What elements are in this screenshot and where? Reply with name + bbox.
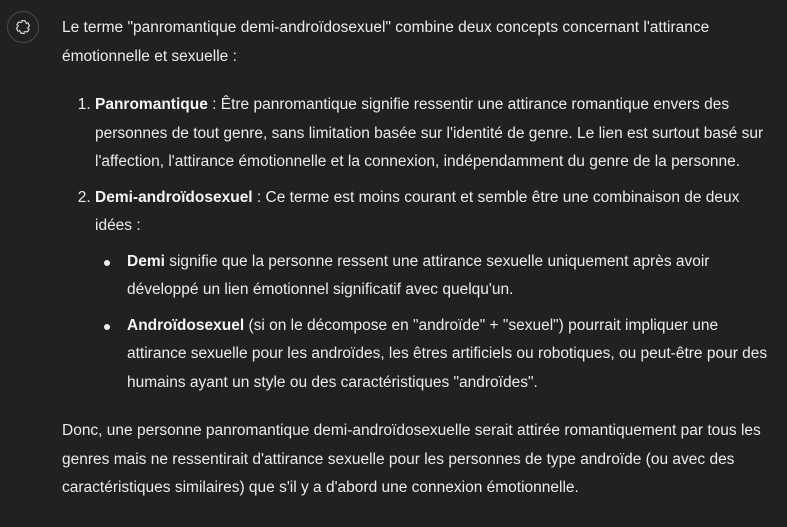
term-label: Demi [127, 252, 165, 270]
term-label: Androïdosexuel [127, 316, 245, 334]
message-conclusion: Donc, une personne panromantique demi-androïdosexuelle serait attirée romantiquement par tous les genres mais ne ressentirait d'attirance sexuelle pour les personnes de type androïde (ou avec des caractéristiques similaires) que s'il y a d'abord une connexion émotionnelle. [62, 422, 761, 496]
term-definition: signifie que la personne ressent une attirance sexuelle uniquement après avoir développé un lien émotionnel significatif avec quelqu'un. [127, 252, 710, 298]
term-label: Demi-androïdosexuel [95, 188, 253, 206]
term-definition: (si on le décompose en "androïde" + "sexuel") pourrait impliquer une attirance sexuelle pour les androïdes, les êtres artificiels ou robotiques, ou peut-être pour des humains ayant un style ou des caractéristiques "androïdes". [127, 316, 768, 391]
message-intro: Le terme "panromantique demi-androïdosexuel" combine deux concepts concernant l'attirance émotionnelle et sexuelle : [62, 19, 710, 65]
sub-list [95, 248, 777, 398]
term-definition: : Ce terme est moins courant et semble être une combinaison de deux idées : [95, 188, 740, 234]
list-item [95, 184, 777, 398]
assistant-message [62, 14, 777, 503]
term-definition: : Être panromantique signifie ressentir une attirance romantique envers des personnes de tout genre, sans limitation basée sur l'identité de genre. Le lien est surtout basé sur l'affection, l'attirance émotionnelle et la connexion, indépendamment du genre de la personne. [95, 96, 764, 170]
term-label: Panromantique [95, 96, 208, 113]
list-item [95, 91, 777, 177]
definition-list [62, 91, 777, 397]
openai-logo-icon [13, 17, 33, 37]
sub-list-item [127, 248, 777, 305]
assistant-avatar [7, 11, 39, 43]
sub-list-item [127, 312, 777, 398]
